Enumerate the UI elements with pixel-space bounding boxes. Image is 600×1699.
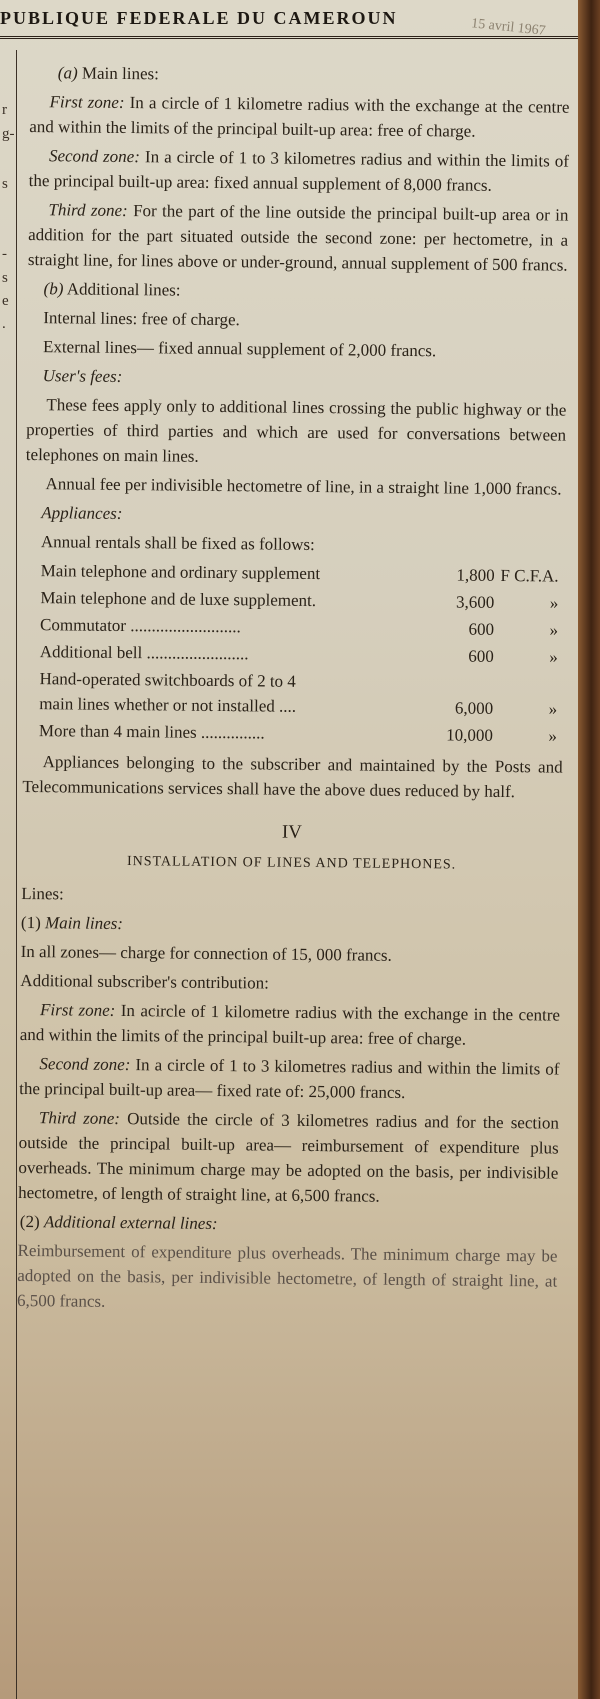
margin-fragment: e: [2, 293, 9, 309]
margin-fragment: -: [2, 246, 7, 262]
appliance-row: [41, 558, 565, 588]
appliance-label: Main telephone and ordinary supplement: [40, 561, 321, 584]
appliance-row: [40, 612, 564, 642]
main-lines-subtitle: Main lines:: [44, 913, 124, 934]
main-lines-subheading: [21, 910, 561, 941]
main-second-zone: [29, 143, 569, 199]
zone-text: In a circle of 1 kilometre radius with the exchange at the centre and within the limits of the principal built-up area: free of charge.: [29, 93, 570, 141]
appliances-title: Appliances:: [41, 503, 123, 523]
appliance-unit: »: [548, 699, 558, 719]
appliances-table: [23, 558, 565, 749]
main-lines-heading: [30, 60, 570, 91]
zone-text: Outside the circle of 3 kilometres radius and for the section outside the principal built-up area— reimbursement of expenditure plus overheads. The minimum charge may be adopted on the basis, per indivisible hectometre, of length of straight line, at 6,500 francs.: [18, 1109, 560, 1206]
zone-text: In a circle of 1 to 3 kilometres radius and within the limits of the principal built-up area— fixed rate of: 25,000 francs.: [19, 1055, 560, 1102]
zone-text: In acircle of 1 kilometre radius with the exchange in the centre and within the limits of the principal built-up area: free of charge.: [19, 1001, 561, 1049]
appliance-amount: 600: [468, 646, 494, 666]
install-third-zone: [18, 1105, 559, 1211]
header-title: PUBLIQUE FEDERALE DU CAMEROUN: [0, 8, 398, 28]
external-lines-number: (2): [19, 1211, 40, 1232]
appliance-row: [39, 691, 563, 721]
appliance-row: [39, 718, 563, 748]
margin-fragment: s: [2, 270, 8, 286]
margin-fragment: .: [2, 316, 6, 332]
header-date: 15 avril 1967: [470, 16, 547, 39]
zone-label: Third zone:: [38, 1108, 121, 1129]
main-third-zone: [28, 197, 569, 278]
section-title: INSTALLATION OF LINES AND TELEPHONES.: [126, 854, 457, 873]
appliances-note: Appliances belonging to the subscriber and maintained by the Posts and Telecommunications services shall have the above dues reduced by half.: [22, 752, 563, 802]
external-lines: External lines— fixed annual supplement of 2,000 francs.: [42, 337, 437, 361]
margin-fragment: s: [2, 176, 8, 192]
appliance-label: Main telephone and de luxe supplement.: [40, 588, 317, 611]
appliance-unit: F C.F.A.: [500, 565, 559, 586]
zone-label: First zone:: [49, 92, 125, 112]
appliance-amount: 6,000: [454, 698, 494, 718]
main-lines-label: (a): [57, 63, 78, 83]
appliance-row: [40, 585, 564, 615]
appliance-unit: »: [549, 593, 559, 613]
section-numeral: IV: [281, 821, 303, 843]
appliance-label: Hand-operated switchboards of 2 to 4: [39, 669, 296, 691]
additional-lines-label: (b): [43, 279, 64, 299]
appliance-amount: 1,800: [456, 565, 495, 585]
zone-label: Third zone:: [48, 200, 128, 221]
external-lines-subheading: [18, 1209, 558, 1240]
appliance-amount: [403, 688, 493, 689]
zone-label: Second zone:: [48, 146, 141, 167]
appliances-intro: Annual rentals shall be fixed as follows:: [40, 532, 315, 555]
book-spine: [578, 0, 600, 1699]
page-header: [0, 0, 578, 39]
install-second-zone: [19, 1051, 559, 1107]
appliance-label: main lines whether or not installed ....: [39, 694, 297, 716]
zone-text: For the part of the line outside the principal built-up area or in addition for the part situated outside the second zone: per hectometre, in a straight line, for lines above or under-ground, annual supplement of 500 francs.: [27, 201, 569, 275]
appliance-amount: 3,600: [455, 592, 495, 612]
appliance-unit: »: [548, 726, 558, 746]
users-fees-para1: These fees apply only to additional lines crossing the public highway or the properties of third parties and which are used for conversations between telephones on main lines.: [25, 395, 567, 466]
appliance-amount: 600: [468, 619, 495, 639]
appliance-label: Commutator ..........................: [39, 615, 241, 637]
main-lines-number: (1): [20, 912, 41, 933]
appliance-unit: [493, 689, 563, 690]
internal-lines: Internal lines: free of charge.: [43, 308, 240, 330]
main-lines-title: Main lines:: [81, 63, 160, 84]
margin-fragment: g-: [2, 126, 15, 142]
subscriber-contribution: Additional subscriber's contribution:: [20, 970, 270, 993]
main-first-zone: [29, 89, 569, 145]
users-fees-title: User's fees:: [42, 366, 123, 386]
left-margin-fragments: [0, 50, 17, 1699]
external-lines-text: Reimbursement of expenditure plus overheads. The minimum charge may be adopted on the basis, per indivisible hectometre, of length of straight line, at 6,500 francs.: [16, 1240, 558, 1311]
appliance-unit: »: [549, 647, 558, 667]
margin-fragment: r: [2, 102, 7, 118]
appliance-label: Additional bell ........................: [39, 642, 249, 664]
users-fees-para2: Annual fee per indivisible hectometre of line, in a straight line 1,000 francs.: [45, 474, 562, 499]
additional-lines-heading: [27, 276, 567, 307]
external-lines-title: Additional external lines:: [43, 1212, 218, 1234]
additional-lines-title: Additional lines:: [66, 279, 181, 300]
appliance-label: More than 4 main lines ...............: [38, 721, 265, 743]
all-zones-charge: In all zones— charge for connection of 15, 000 francs.: [20, 941, 392, 965]
appliance-unit: »: [549, 620, 559, 640]
appliance-row: [40, 639, 564, 669]
install-first-zone: [20, 997, 560, 1053]
zone-label: First zone:: [39, 1000, 116, 1020]
page-body: [17, 60, 570, 1323]
appliance-amount: 10,000: [446, 725, 494, 745]
lines-label: Lines:: [21, 883, 64, 904]
zone-text: In a circle of 1 to 3 kilometres radius and within the limits of the principal built-up area: fixed annual supplement of 8,000 francs.: [28, 147, 570, 195]
zone-label: Second zone:: [39, 1054, 131, 1075]
